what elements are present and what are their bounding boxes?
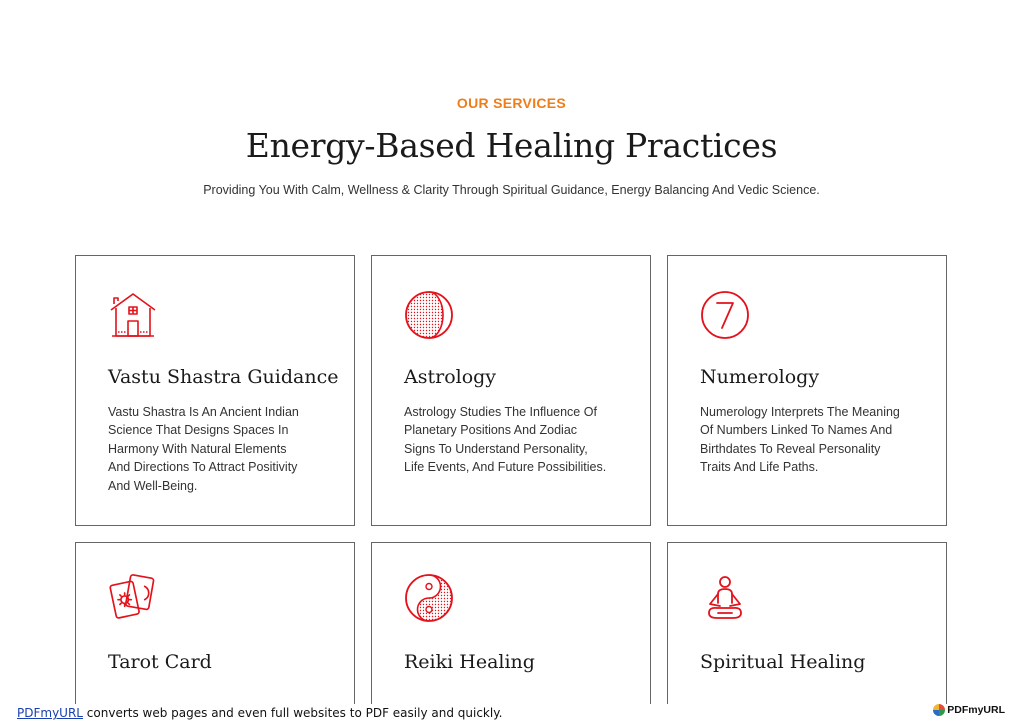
- service-card-reiki[interactable]: [371, 542, 651, 723]
- service-card-tarot[interactable]: [75, 542, 355, 723]
- pdf-footer: [0, 704, 1023, 723]
- service-card-spiritual[interactable]: [667, 542, 947, 723]
- yin-yang-icon: [404, 573, 454, 623]
- service-title: Astrology: [404, 366, 497, 388]
- footer-caption: converts web pages and even full websites to PDF easily and quickly.: [82, 706, 503, 720]
- service-description: Vastu Shastra Is An Ancient Indian Science That Designs Spaces In Harmony With Natural Elements And Directions To Attract Positivity And Well-Being.: [108, 405, 299, 493]
- meditation-icon: [700, 573, 750, 623]
- section-eyebrow: OUR SERVICES: [456, 95, 567, 111]
- number-seven-icon: [700, 290, 750, 340]
- house-icon: [108, 290, 158, 340]
- service-title: Vastu Shastra Guidance: [108, 366, 339, 388]
- service-title: Tarot Card: [108, 651, 212, 673]
- pdfmyurl-link[interactable]: PDFmyURL: [17, 706, 83, 720]
- page-title: Energy-Based Healing Practices: [245, 126, 778, 165]
- footer-text: [17, 706, 502, 720]
- service-card-vastu[interactable]: [75, 255, 355, 526]
- service-card-astrology[interactable]: [371, 255, 651, 526]
- pdfmyurl-logo-text: PDFmyURL: [947, 704, 1005, 716]
- pdfmyurl-logo-icon: [933, 704, 945, 716]
- pdfmyurl-logo[interactable]: [933, 704, 1005, 716]
- page-subtitle: Providing You With Calm, Wellness & Clarity Through Spiritual Guidance, Energy Balancing And Vedic Science.: [203, 183, 820, 197]
- moon-icon: [404, 290, 454, 340]
- tarot-cards-icon: [108, 573, 158, 623]
- service-title: Numerology: [700, 366, 820, 388]
- service-description: Numerology Interprets The Meaning Of Numbers Linked To Names And Birthdates To Reveal Personality Traits And Life Paths.: [700, 405, 900, 475]
- service-title: Reiki Healing: [404, 651, 535, 673]
- service-description: Astrology Studies The Influence Of Planetary Positions And Zodiac Signs To Understand Personality, Life Events, And Future Possibilities.: [404, 405, 607, 475]
- service-title: Spiritual Healing: [700, 651, 866, 673]
- service-card-numerology[interactable]: [667, 255, 947, 526]
